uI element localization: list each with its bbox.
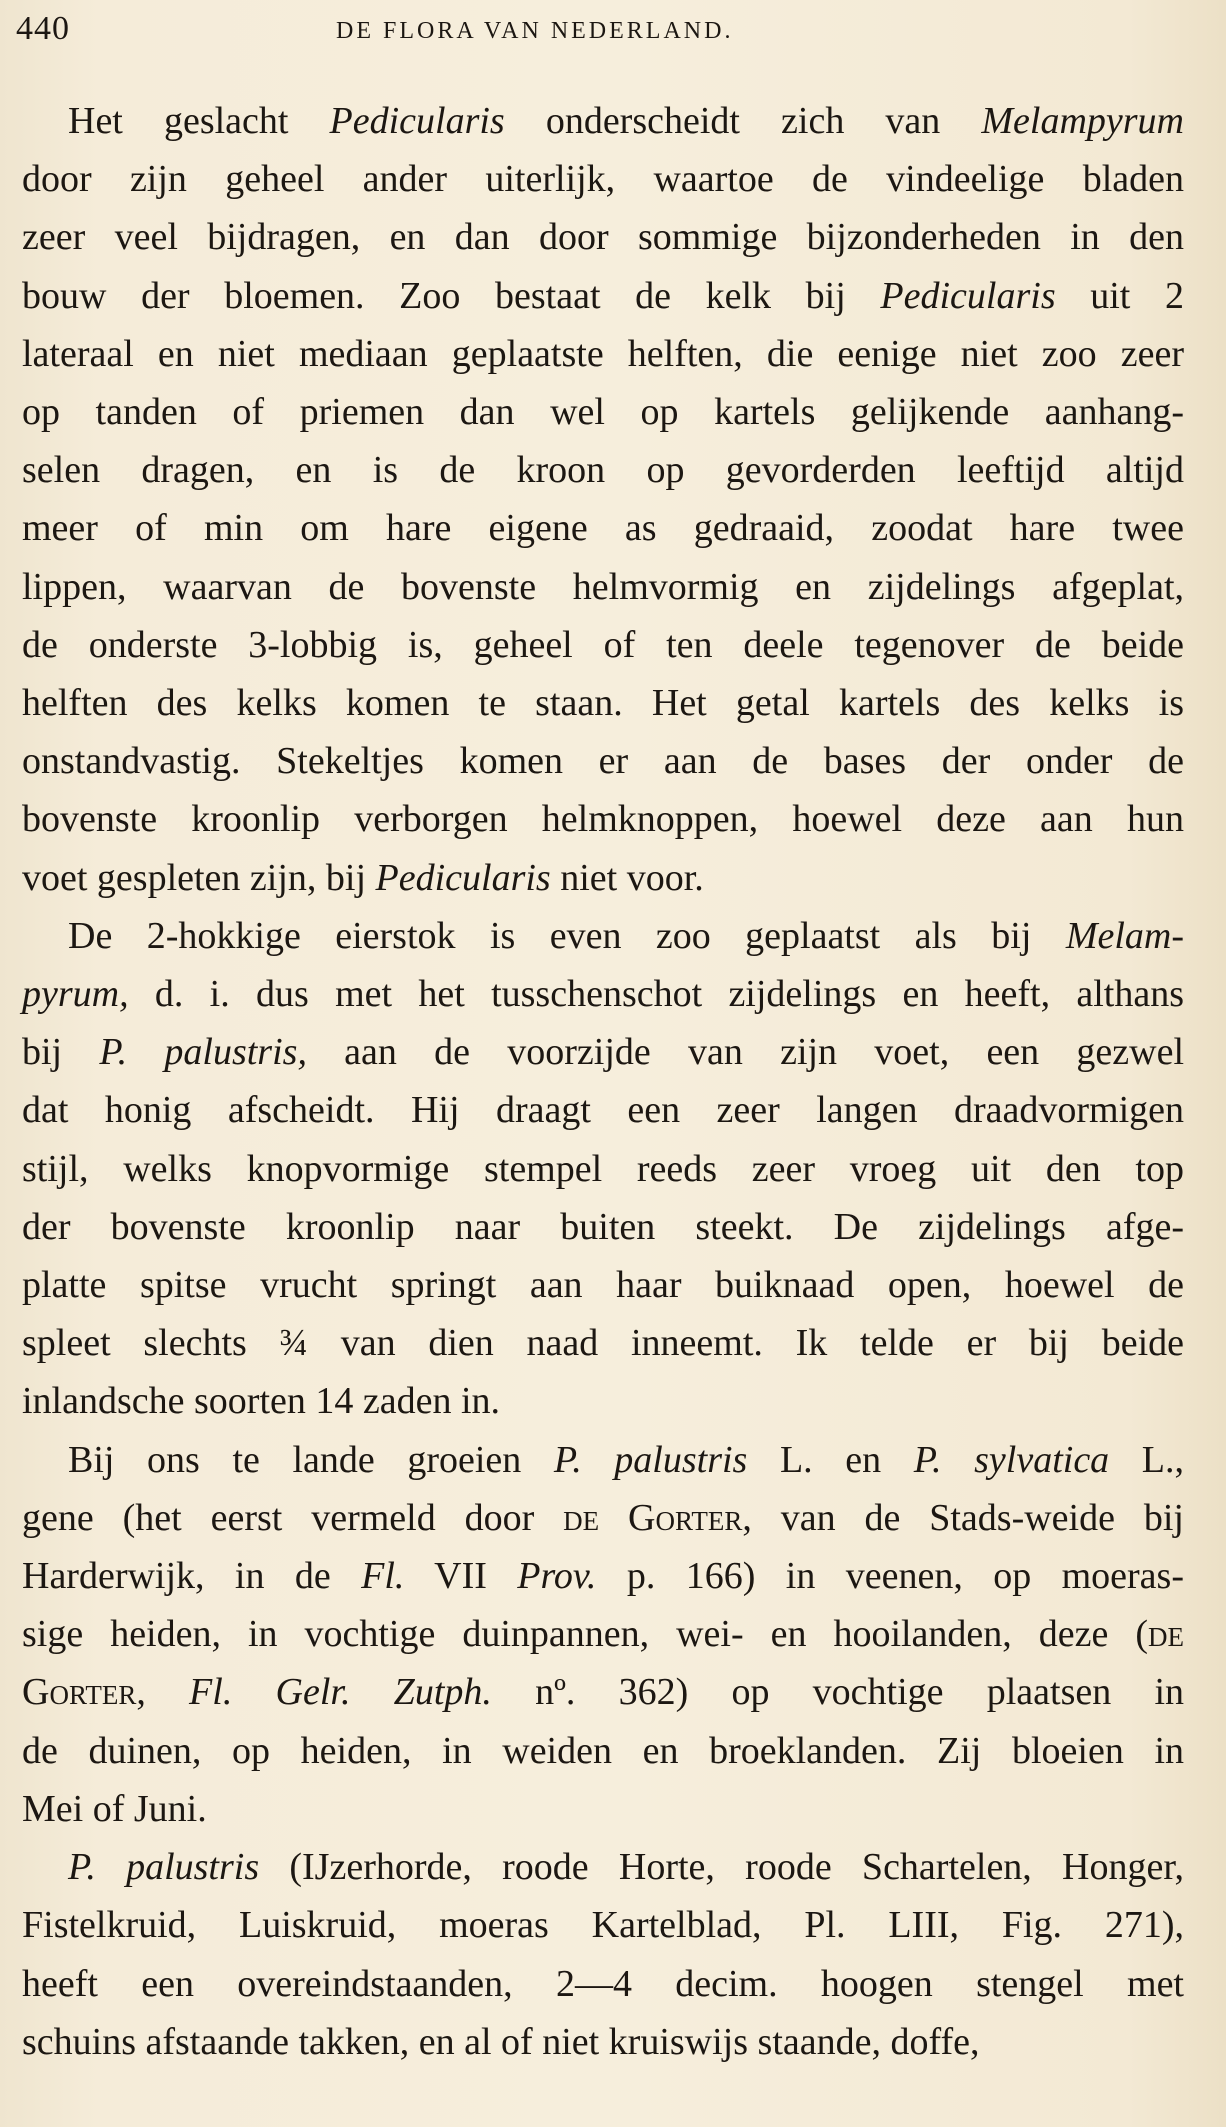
text-line: schuins afstaande takken, en al of niet kruiswijs staande, doffe, bbox=[22, 2020, 980, 2063]
body-text bbox=[22, 92, 1184, 2071]
page-number: 440 bbox=[16, 10, 70, 47]
text-line: door zijn geheel ander uiterlijk, waartoe de vindeelige bladen bbox=[22, 158, 1184, 201]
text-line: selen dragen, en is de kroon op gevorderden leeftijd altijd bbox=[22, 449, 1184, 492]
text-line: Het geslacht Pedicularis onderscheidt zich van Melampyrum bbox=[68, 100, 1184, 142]
text-line: sige heiden, in vochtige duinpannen, wei- en hooilanden, deze (de bbox=[22, 1613, 1184, 1656]
text-line: P. palustris (IJzerhorde, roode Horte, roode Schartelen, Honger, bbox=[68, 1846, 1184, 1889]
text-line: spleet slechts ¾ van dien naad inneemt. Ik telde er bij beide bbox=[22, 1322, 1184, 1365]
text-line: bouw der bloemen. Zoo bestaat de kelk bij Pedicularis uit 2 bbox=[22, 274, 1184, 317]
paragraph bbox=[22, 1838, 1184, 2071]
text-line: lippen, waarvan de bovenste helmvormig en zijdelings afgeplat, bbox=[22, 565, 1184, 608]
text-line: der bovenste kroonlip naar buiten steekt. De zijdelings afge- bbox=[22, 1205, 1184, 1248]
text-line: heeft een overeindstaanden, 2—4 decim. hoogen stengel met bbox=[22, 1962, 1184, 2005]
text-line: op tanden of priemen dan wel op kartels gelijkende aanhang- bbox=[22, 391, 1184, 434]
text-line: onstandvastig. Stekeltjes komen er aan de bases der onder de bbox=[22, 740, 1184, 783]
page-header bbox=[16, 10, 1186, 54]
text-line: platte spitse vrucht springt aan haar buiknaad open, hoewel de bbox=[22, 1264, 1184, 1307]
text-line: gene (het eerst vermeld door de Gorter, van de Stads-weide bij bbox=[22, 1496, 1184, 1539]
paragraph bbox=[22, 907, 1184, 1431]
text-line: inlandsche soorten 14 zaden in. bbox=[22, 1380, 501, 1423]
text-line: bij P. palustris, aan de voorzijde van zijn voet, een gezwel bbox=[22, 1031, 1185, 1074]
text-line: voet gespleten zijn, bij Pedicularis niet voor. bbox=[22, 856, 704, 899]
text-line: helften des kelks komen te staan. Het getal kartels des kelks is bbox=[22, 682, 1184, 725]
text-line: De 2-hokkige eierstok is even zoo geplaatst als bij Melam- bbox=[68, 914, 1184, 957]
text-line: Gorter, Fl. Gelr. Zutph. nº. 362) op vochtige plaatsen in bbox=[22, 1671, 1185, 1714]
text-line: Bij ons te lande groeien P. palustris L. en P. sylvatica L., bbox=[68, 1438, 1184, 1481]
text-line: zeer veel bijdragen, en dan door sommige bijzonderheden in den bbox=[22, 216, 1184, 259]
running-title: DE FLORA VAN NEDERLAND. bbox=[336, 18, 734, 44]
paragraph bbox=[22, 92, 1184, 907]
text-line: de onderste 3-lobbig is, geheel of ten deele tegenover de beide bbox=[22, 623, 1184, 666]
text-line: de duinen, op heiden, in weiden en broeklanden. Zij bloeien in bbox=[22, 1729, 1184, 1772]
text-line: Mei of Juni. bbox=[22, 1787, 207, 1830]
text-line: Fistelkruid, Luiskruid, moeras Kartelblad, Pl. LIII, Fig. 271), bbox=[22, 1904, 1184, 1947]
text-line: bovenste kroonlip verborgen helmknoppen, hoewel deze aan hun bbox=[22, 798, 1184, 841]
text-line: meer of min om hare eigene as gedraaid, zoodat hare twee bbox=[22, 507, 1184, 550]
text-line: Harderwijk, in de Fl. VII Prov. p. 166) in veenen, op moeras- bbox=[22, 1555, 1184, 1598]
paragraph bbox=[22, 1431, 1184, 1838]
text-line: pyrum, d. i. dus met het tusschenschot zijdelings en heeft, althans bbox=[22, 973, 1184, 1016]
text-line: lateraal en niet mediaan geplaatste helften, die eenige niet zoo zeer bbox=[22, 332, 1184, 375]
text-line: dat honig afscheidt. Hij draagt een zeer langen draadvormigen bbox=[22, 1089, 1184, 1132]
text-line: stijl, welks knopvormige stempel reeds zeer vroeg uit den top bbox=[22, 1147, 1184, 1190]
